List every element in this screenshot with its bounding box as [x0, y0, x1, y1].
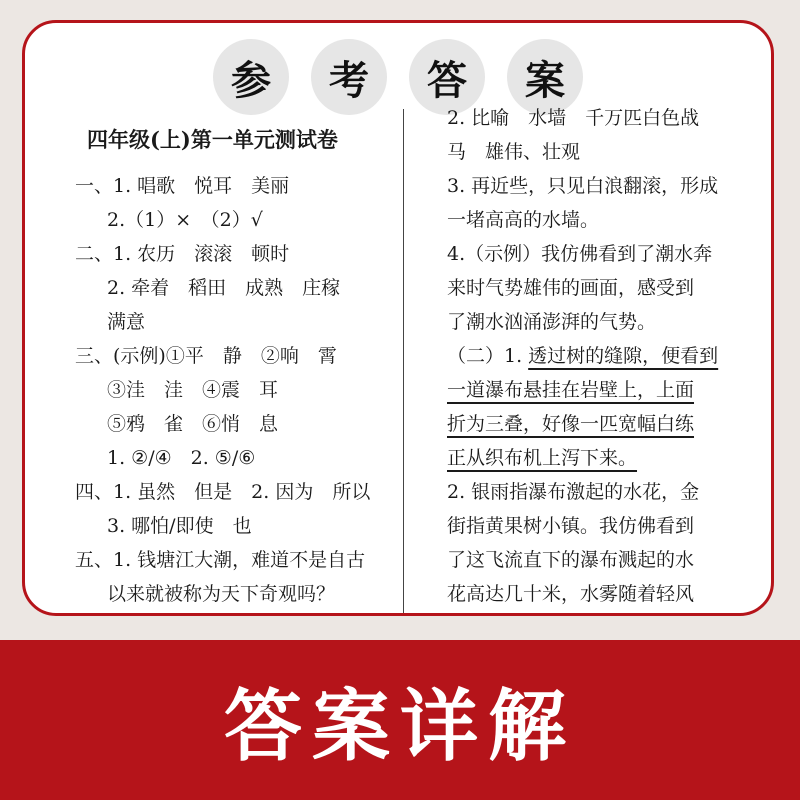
title-char: 案: [507, 39, 583, 115]
answer-line: 马 雄伟、壮观: [447, 141, 581, 163]
underlined-text: 正从织布机上泻下来。: [447, 447, 638, 469]
left-column: [75, 121, 395, 611]
answer-line: 来时气势雄伟的画面，感受到: [447, 277, 695, 299]
answer-line: 以来就被称为天下奇观吗？: [107, 583, 336, 605]
section-heading: 四年级(上)第一单元测试卷: [87, 127, 338, 152]
answer-line: 一堵高高的水墙。: [447, 209, 600, 231]
answer-line: [447, 339, 767, 373]
title-char: 答: [409, 39, 485, 115]
answer-line: ⑤鸦 雀 ⑥悄 息: [107, 413, 279, 435]
right-column: [447, 101, 767, 611]
title-char: 考: [311, 39, 387, 115]
underlined-text: 透过树的缝隙，便看到: [528, 345, 719, 367]
banner-title: 答案详解: [223, 682, 576, 772]
answer-line: 2. 牵着 稻田 成熟 庄稼: [107, 277, 341, 299]
answer-line: 2. 比喻 水墙 千万匹白色战: [447, 107, 700, 129]
answer-line: 了这飞流直下的瀑布溅起的水: [447, 549, 695, 571]
answer-line: 一、1. 唱歌 悦耳 美丽: [75, 175, 290, 197]
answer-line: 4.（示例）我仿佛看到了潮水奔: [447, 243, 713, 265]
answer-line: 了潮水汹涌澎湃的气势。: [447, 311, 657, 333]
underlined-text: 折为三叠，好像一匹宽幅白练: [447, 413, 695, 435]
answer-prefix: （二）1.: [447, 345, 529, 367]
answer-line: 1. ②/④ 2. ⑤/⑥: [107, 447, 256, 469]
answer-card: [22, 20, 774, 616]
answer-line: 三、(示例)①平 静 ②响 霄: [75, 345, 337, 367]
title-char: 参: [213, 39, 289, 115]
answer-line: ③洼 洼 ④震 耳: [107, 379, 279, 401]
column-divider: [403, 109, 404, 616]
underlined-text: 一道瀑布悬挂在岩壁上，上面: [447, 379, 695, 401]
answer-line: 街指黄果树小镇。我仿佛看到: [447, 515, 695, 537]
answer-line: 五、1. 钱塘江大潮，难道不是自古: [75, 549, 366, 571]
answer-line: 花高达几十米，水雾随着轻风: [447, 583, 695, 605]
answer-line: [447, 373, 767, 407]
answer-line: 满意: [107, 311, 146, 333]
answer-line: 2.（1）× （2）√: [107, 209, 263, 231]
banner: [0, 640, 800, 800]
answer-line: 二、1. 农历 滚滚 顿时: [75, 243, 290, 265]
answer-line: 3. 哪怕/即使 也: [107, 515, 252, 537]
answer-line: [447, 407, 767, 441]
answer-line: 3. 再近些，只见白浪翻滚，形成: [447, 175, 719, 197]
answer-line: 2. 银雨指瀑布激起的水花，金: [447, 481, 700, 503]
answer-line: 四、1. 虽然 但是 2. 因为 所以: [75, 481, 371, 503]
answer-line: [447, 441, 767, 475]
